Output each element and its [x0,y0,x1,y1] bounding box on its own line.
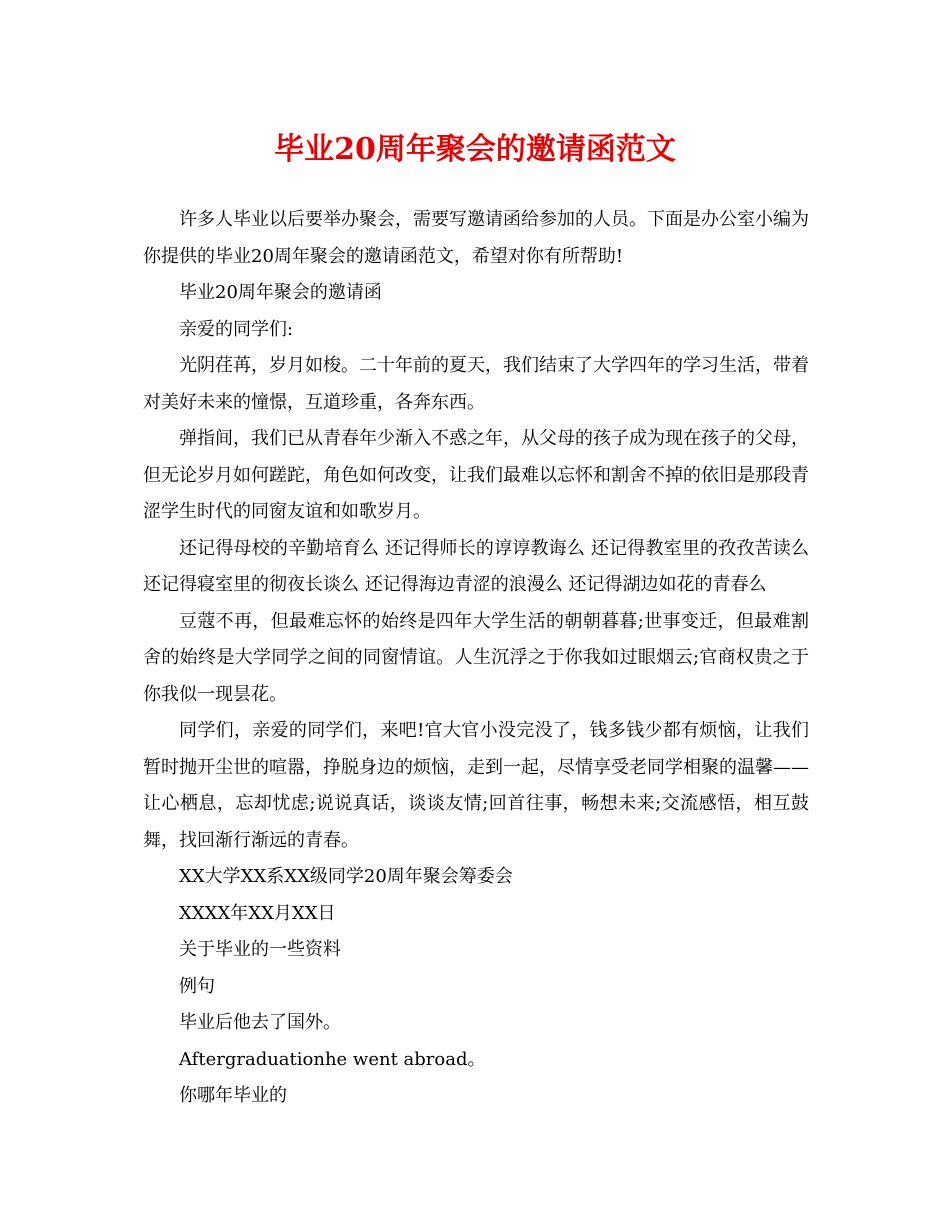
section-heading: 关于毕业的一些资料 [179,939,341,960]
body-paragraph: 光阴荏苒，岁月如梭。二十年前的夏天，我们结束了大学四年的学习生活，带着对美好未来的憧憬，互道珍重，各奔东西。 [143,355,809,413]
document-title: 毕业20周年聚会的邀请函范文 [274,132,676,167]
document-body [143,202,809,1115]
example-label: 例句 [179,975,215,997]
example-sentence: 毕业后他去了国外。 [179,1012,341,1033]
example-translation: Aftergraduationhe went abroad。 [179,1048,486,1070]
salutation: 亲爱的同学们: [179,318,294,340]
letter-heading: 毕业20周年聚会的邀请函 [179,282,382,303]
example-sentence: 你哪年毕业的 [179,1085,287,1106]
signature-date: XXXX年XX月XX日 [179,902,336,924]
body-paragraph: 还记得母校的辛勤培育么 还记得师长的谆谆教诲么 还记得教室里的孜孜苦读么 还记得寝室里的彻夜长谈么 还记得海边青涩的浪漫么 还记得湖边如花的青春么 [143,537,809,595]
intro-paragraph: 许多人毕业以后要举办聚会，需要写邀请函给参加的人员。下面是办公室小编为你提供的毕业20周年聚会的邀请函范文，希望对你有所帮助! [143,209,809,267]
body-paragraph: 弹指间，我们已从青春年少渐入不惑之年，从父母的孩子成为现在孩子的父母，但无论岁月如何蹉跎，角色如何改变，让我们最难以忘怀和割舍不掉的依旧是那段青涩学生时代的同窗友谊和如歌岁月。 [143,428,809,522]
body-paragraph: 豆蔻不再，但最难忘怀的始终是四年大学生活的朝朝暮暮;世事变迁，但最难割舍的始终是大学同学之间的同窗情谊。人生沉浮之于你我如过眼烟云;官商权贵之于你我似一现昙花。 [143,610,809,705]
body-paragraph: 同学们，亲爱的同学们，来吧!官大官小没完没了，钱多钱少都有烦恼，让我们暂时抛开尘世的喧嚣，挣脱身边的烦恼，走到一起，尽情享受老同学相聚的温馨——让心栖息，忘却忧虑;说说真话，谈谈友情;回首往事，畅想未来;交流感悟，相互鼓舞，找回渐行渐远的青春。 [143,720,809,851]
signature-organizer: XX大学XX系XX级同学20周年聚会筹委会 [179,866,513,887]
